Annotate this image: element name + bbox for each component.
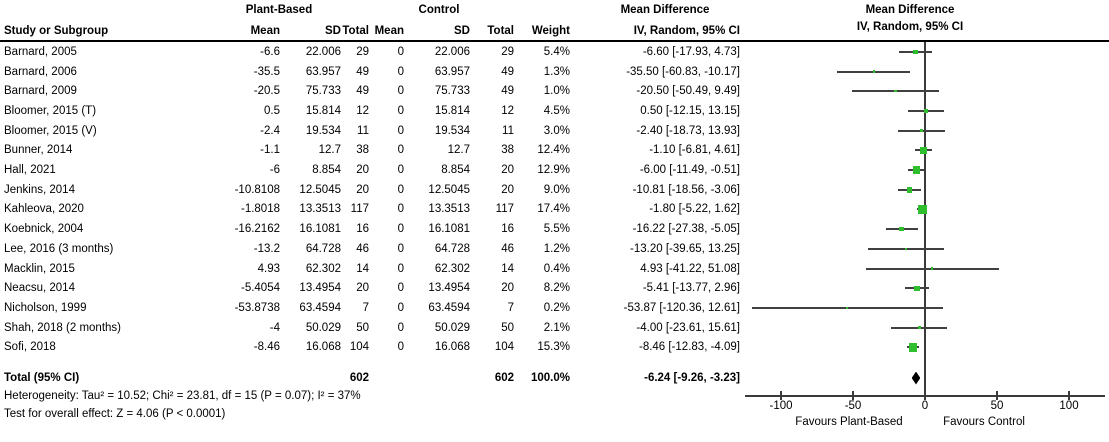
control-total-cell: 14 [501,262,514,275]
ci-cell: -35.50 [-60.83, -10.17] [626,65,740,78]
weight-cell: 15.3% [537,341,570,354]
study-name: Kahleova, 2020 [4,203,84,216]
control-total-cell: 117 [495,203,514,216]
table-row [0,101,740,121]
plant-sd-cell: 64.728 [305,242,341,255]
control-mean-cell: 0 [397,183,404,196]
control-mean-cell: 0 [397,242,404,255]
col-header-study: Study or Subgroup [4,24,109,37]
control-total-cell: 12 [501,104,514,117]
control-mean-cell: 0 [397,341,404,354]
weight-cell: 9.0% [543,183,570,196]
control-sd-cell: 13.3513 [428,203,470,216]
control-mean-cell: 0 [397,45,404,58]
plant-mean-cell: -6.6 [260,45,280,58]
plant-mean-cell: -1.1 [260,144,280,157]
control-sd-cell: 22.006 [434,45,470,58]
total-plant-n: 602 [349,372,369,384]
plant-total-cell: 117 [350,203,369,216]
plant-sd-cell: 75.733 [305,85,341,98]
zero-line [924,42,926,397]
table-row [0,62,740,82]
control-sd-cell: 16.068 [434,341,470,354]
effect-square [894,90,896,92]
control-total-cell: 20 [501,164,514,177]
plant-sd-cell: 62.302 [305,262,341,275]
plant-mean-cell: 4.93 [257,262,280,275]
control-mean-cell: 0 [397,321,404,334]
weight-cell: 5.4% [543,45,570,58]
axis-tick-label: 0 [921,400,929,412]
total-ci: -6.24 [-9.26, -3.23] [644,372,740,384]
control-mean-cell: 0 [397,164,404,177]
heterogeneity-text: Heterogeneity: Tau² = 10.52; Chi² = 23.81, df = 15 (P = 0.07); I² = 37% [4,390,361,402]
plant-sd-cell: 50.029 [305,321,341,334]
study-name: Nicholson, 1999 [4,301,87,314]
ci-cell: -20.50 [-50.49, 9.49] [636,85,740,98]
plant-mean-cell: -6 [269,164,280,177]
plant-sd-cell: 13.3513 [299,203,341,216]
ci-cell: 0.50 [-12.15, 13.15] [640,104,740,117]
table-row [0,160,740,180]
weight-cell: 0.2% [543,301,570,314]
ci-cell: -6.00 [-11.49, -0.51] [639,164,740,177]
plant-sd-cell: 16.068 [305,341,341,354]
control-sd-cell: 62.302 [434,262,470,275]
control-sd-cell: 16.1081 [428,223,470,236]
ci-cell: -4.00 [-23.61, 15.61] [636,321,740,334]
control-total-cell: 46 [501,242,514,255]
effect-square [924,109,928,113]
effect-square [918,326,921,329]
col-header-control-sd: SD [454,24,470,37]
plot-subheader-ci: IV, Random, 95% CI [856,21,964,33]
control-total-cell: 7 [507,301,514,314]
control-sd-cell: 8.854 [441,164,470,177]
control-sd-cell: 15.814 [434,104,470,117]
control-total-cell: 29 [501,45,514,58]
control-total-cell: 49 [501,65,514,78]
axis-tick-label: 50 [990,400,1004,412]
effect-square [846,307,848,309]
control-sd-cell: 50.029 [434,321,470,334]
plant-mean-cell: -4 [269,321,280,334]
weight-cell: 12.9% [537,164,570,177]
ci-cell: 4.93 [-41.22, 51.08] [640,262,740,275]
col-header-control-mean: Mean [374,24,404,37]
control-total-cell: 50 [501,321,514,334]
col-header-control-total: Total [487,24,514,37]
axis-tick-label: 100 [1059,400,1079,412]
plant-total-cell: 11 [357,124,369,137]
weight-cell: 3.0% [543,124,570,137]
mean-difference-plot-header: Mean Difference [865,4,955,16]
plant-mean-cell: -53.8738 [234,301,280,314]
study-name: Hall, 2021 [4,164,56,177]
study-name: Sofi, 2018 [4,341,56,354]
ci-cell: -8.46 [-12.83, -4.09] [638,341,740,354]
effect-square [914,286,919,291]
ci-cell: -2.40 [-18.73, 13.93] [636,124,740,137]
col-header-ci: IV, Random, 95% CI [633,24,740,37]
plant-total-cell: 7 [362,301,369,314]
group-header-plant-based: Plant-Based [245,4,313,16]
table-row [0,278,740,298]
plant-sd-cell: 19.534 [305,124,341,137]
effect-square [931,267,933,269]
weight-cell: 0.4% [543,262,570,275]
ci-cell: -16.22 [-27.38, -5.05] [632,223,740,236]
axis-tick [1068,391,1070,400]
ci-cell: -13.20 [-39.65, 13.25] [630,242,740,255]
table-row [0,200,740,220]
summary-diamond [912,372,921,385]
control-sd-cell: 12.5045 [428,183,470,196]
table-row [0,259,740,279]
weight-cell: 1.0% [543,85,570,98]
total-row [0,368,740,388]
ci-cell: -53.87 [-120.36, 12.61] [623,301,740,314]
plant-mean-cell: -20.5 [253,85,280,98]
effect-square [873,70,876,73]
effect-square [907,187,913,193]
col-header-plant-mean: Mean [250,24,280,37]
control-total-cell: 38 [501,144,514,157]
col-header-plant-total: Total [342,24,369,37]
control-sd-cell: 12.7 [447,144,470,157]
plant-mean-cell: -16.2162 [234,223,280,236]
table-row [0,42,740,62]
control-mean-cell: 0 [397,301,404,314]
plant-sd-cell: 13.4954 [299,282,341,295]
total-control-n: 602 [494,372,514,384]
col-header-weight: Weight [531,24,570,37]
table-row [0,121,740,141]
effect-square [913,50,917,54]
control-mean-cell: 0 [397,223,404,236]
plant-total-cell: 49 [356,65,369,78]
effect-square [913,166,920,173]
control-sd-cell: 64.728 [434,242,470,255]
weight-cell: 12.4% [537,144,570,157]
study-name: Koebnick, 2004 [4,223,84,236]
control-mean-cell: 0 [397,262,404,275]
ci-cell: -5.41 [-13.77, 2.96] [642,282,740,295]
study-name: Barnard, 2005 [4,45,77,58]
weight-cell: 2.1% [543,321,570,334]
effect-square [920,147,927,154]
weight-cell: 4.5% [543,104,570,117]
control-mean-cell: 0 [397,85,404,98]
control-total-cell: 11 [502,124,514,137]
total-label: Total (95% CI) [4,372,80,384]
mean-difference-column-header: Mean Difference [620,4,710,16]
table-row [0,239,740,259]
overall-effect-text: Test for overall effect: Z = 4.06 (P < 0.0001) [4,408,226,420]
plant-total-cell: 46 [356,242,369,255]
effect-square [899,227,903,231]
ci-cell: -1.10 [-6.81, 4.61] [649,144,740,157]
favours-right-label: Favours Control [943,416,1025,428]
study-name: Shah, 2018 (2 months) [4,321,121,334]
control-sd-cell: 63.957 [434,65,470,78]
plant-total-cell: 20 [356,282,369,295]
plant-sd-cell: 8.854 [312,164,341,177]
axis-tick-label: -50 [844,400,862,412]
plant-mean-cell: -1.8018 [240,203,280,216]
plant-sd-cell: 16.1081 [299,223,341,236]
plant-mean-cell: -2.4 [260,124,280,137]
control-sd-cell: 63.4594 [428,301,470,314]
control-sd-cell: 19.534 [434,124,470,137]
ci-cell: -10.81 [-18.56, -3.06] [632,183,740,196]
effect-square [909,343,917,351]
plant-total-cell: 16 [356,223,369,236]
table-row [0,298,740,318]
study-name: Jenkins, 2014 [4,183,75,196]
plant-mean-cell: 0.5 [264,104,280,117]
weight-cell: 17.4% [537,203,570,216]
plant-total-cell: 38 [356,144,369,157]
plant-mean-cell: -5.4054 [240,282,280,295]
effect-square [920,129,923,132]
effect-square [918,205,927,214]
weight-cell: 1.3% [543,65,570,78]
favours-left-label: Favours Plant-Based [795,416,903,428]
weight-cell: 1.2% [543,242,570,255]
plant-total-cell: 12 [356,104,369,117]
control-mean-cell: 0 [397,203,404,216]
plant-mean-cell: -8.46 [253,341,280,354]
axis-tick [852,391,854,400]
plant-total-cell: 49 [356,85,369,98]
plant-mean-cell: -10.8108 [234,183,280,196]
study-name: Bloomer, 2015 (T) [4,104,97,117]
total-weight: 100.0% [530,372,570,384]
ci-cell: -6.60 [-17.93, 4.73] [642,45,740,58]
plant-sd-cell: 12.5045 [299,183,341,196]
control-total-cell: 49 [501,85,514,98]
control-mean-cell: 0 [397,124,404,137]
study-name: Bunner, 2014 [4,144,73,157]
control-mean-cell: 0 [397,282,404,295]
table-row [0,219,740,239]
weight-cell: 5.5% [543,223,570,236]
control-total-cell: 104 [494,341,514,354]
group-header-control: Control [418,4,460,16]
plant-sd-cell: 22.006 [305,45,341,58]
control-total-cell: 16 [501,223,514,236]
study-name: Barnard, 2009 [4,85,77,98]
control-sd-cell: 75.733 [434,85,470,98]
table-row [0,338,740,358]
study-name: Neacsu, 2014 [4,282,75,295]
plant-sd-cell: 15.814 [305,104,341,117]
study-name: Bloomer, 2015 (V) [4,124,97,137]
study-name: Macklin, 2015 [4,262,75,275]
study-name: Lee, 2016 (3 months) [4,242,114,255]
axis-tick [924,391,926,400]
plant-total-cell: 29 [356,45,369,58]
table-row [0,141,740,161]
plant-mean-cell: -35.5 [253,65,280,78]
effect-square [905,248,908,251]
control-sd-cell: 13.4954 [428,282,470,295]
plant-total-cell: 20 [356,183,369,196]
plant-sd-cell: 63.957 [305,65,341,78]
weight-cell: 8.2% [543,282,570,295]
control-mean-cell: 0 [397,144,404,157]
study-name: Barnard, 2006 [4,65,77,78]
table-row [0,318,740,338]
ci-cell: -1.80 [-5.22, 1.62] [649,203,740,216]
table-row [0,81,740,101]
plant-sd-cell: 63.4594 [299,301,341,314]
axis-tick-label: -100 [769,400,793,412]
plant-total-cell: 14 [356,262,369,275]
control-total-cell: 20 [501,183,514,196]
plant-total-cell: 50 [356,321,369,334]
table-row [0,180,740,200]
plant-total-cell: 104 [349,341,369,354]
control-mean-cell: 0 [397,104,404,117]
plant-total-cell: 20 [356,164,369,177]
col-header-plant-sd: SD [325,24,341,37]
axis-tick [780,391,782,400]
axis-tick [996,391,998,400]
plant-sd-cell: 12.7 [318,144,341,157]
column-header-row [0,21,740,41]
plant-mean-cell: -13.2 [253,242,280,255]
control-total-cell: 20 [501,282,514,295]
control-mean-cell: 0 [397,65,404,78]
